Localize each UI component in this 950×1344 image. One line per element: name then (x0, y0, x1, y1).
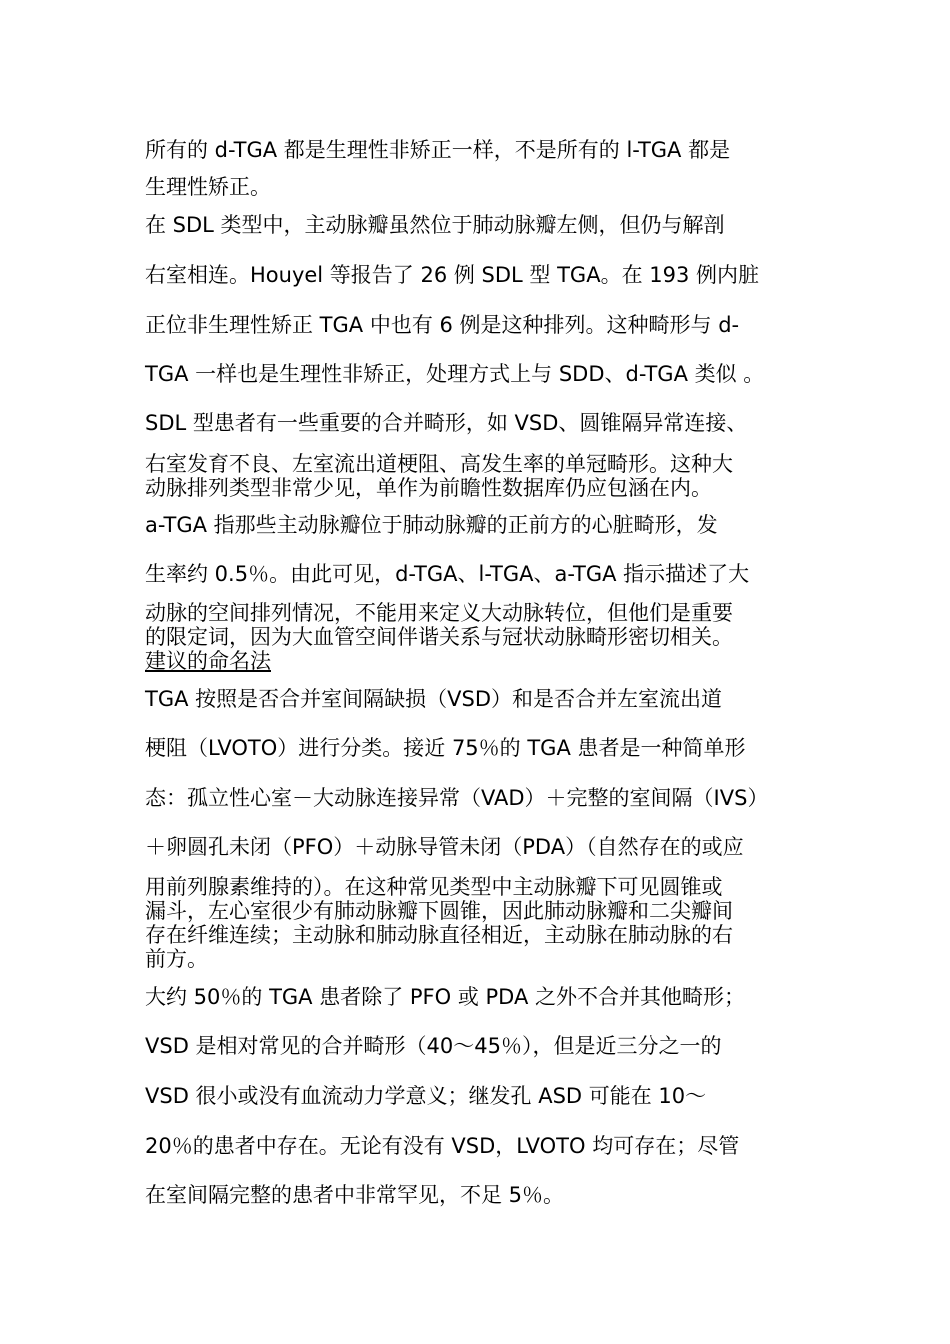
text-line: 生理性矫正。 (145, 175, 271, 199)
text-line: 右室发育不良、左室流出道梗阻、高发生率的单冠畸形。这种大 (145, 452, 733, 476)
text-line: SDL 型患者有一些重要的合并畸形，如 VSD、圆锥隔异常连接、 (145, 411, 748, 435)
text-line: 正位非生理性矫正 TGA 中也有 6 例是这种排列。这种畸形与 d- (145, 313, 740, 337)
text-line: VSD 很小或没有血流动力学意义；继发孔 ASD 可能在 10～ (145, 1084, 707, 1108)
text-line: VSD 是相对常见的合并畸形（40～45％），但是近三分之一的 (145, 1034, 722, 1058)
text-line: 所有的 d-TGA 都是生理性非矫正一样，不是所有的 l-TGA 都是 (145, 138, 731, 162)
text-line: 态：孤立性心室－大动脉连接异常（VAD）＋完整的室间隔（IVS） (145, 786, 769, 810)
text-line: 动脉的空间排列情况，不能用来定义大动脉转位，但他们是重要 (145, 601, 733, 625)
text-line: TGA 按照是否合并室间隔缺损（VSD）和是否合并左室流出道 (145, 687, 723, 711)
text-line: 大约 50％的 TGA 患者除了 PFO 或 PDA 之外不合并其他畸形； (145, 985, 746, 1009)
text-line: TGA 一样也是生理性非矫正，处理方式上与 SDD、d-TGA 类似 。 (145, 362, 765, 386)
text-line: 的限定词，因为大血管空间伴谐关系与冠状动脉畸形密切相关。 (145, 625, 733, 649)
text-line: a-TGA 指那些主动脉瓣位于肺动脉瓣的正前方的心脏畸形，发 (145, 513, 718, 537)
text-line: ＋卵圆孔未闭（PFO）＋动脉导管未闭（PDA）（自然存在的或应 (145, 835, 744, 859)
text-line: 漏斗，左心室很少有肺动脉瓣下圆锥，因此肺动脉瓣和二尖瓣间 (145, 899, 733, 923)
text-line: 生率约 0.5％。由此可见，d-TGA、l-TGA、a-TGA 指示描述了大 (145, 562, 750, 586)
text-line: 20％的患者中存在。无论有没有 VSD，LVOTO 均可存在；尽管 (145, 1134, 740, 1158)
section-heading: 建议的命名法 (145, 649, 271, 673)
text-line: 用前列腺素维持的）。在这种常见类型中主动脉瓣下可见圆锥或 (145, 875, 723, 899)
text-line: 存在纤维连续；主动脉和肺动脉直径相近，主动脉在肺动脉的右 (145, 923, 733, 947)
text-line: 前方。 (145, 947, 208, 971)
text-line: 在室间隔完整的患者中非常罕见，不足 5％。 (145, 1183, 565, 1207)
text-line: 右室相连。Houyel 等报告了 26 例 SDL 型 TGA。在 193 例内脏 (145, 263, 760, 287)
text-line: 动脉排列类型非常少见，单作为前瞻性数据库仍应包涵在内。 (145, 476, 712, 500)
text-line: 梗阻（LVOTO）进行分类。接近 75％的 TGA 患者是一种简单形 (145, 736, 746, 760)
text-line: 在 SDL 类型中，主动脉瓣虽然位于肺动脉瓣左侧，但仍与解剖 (145, 213, 725, 237)
